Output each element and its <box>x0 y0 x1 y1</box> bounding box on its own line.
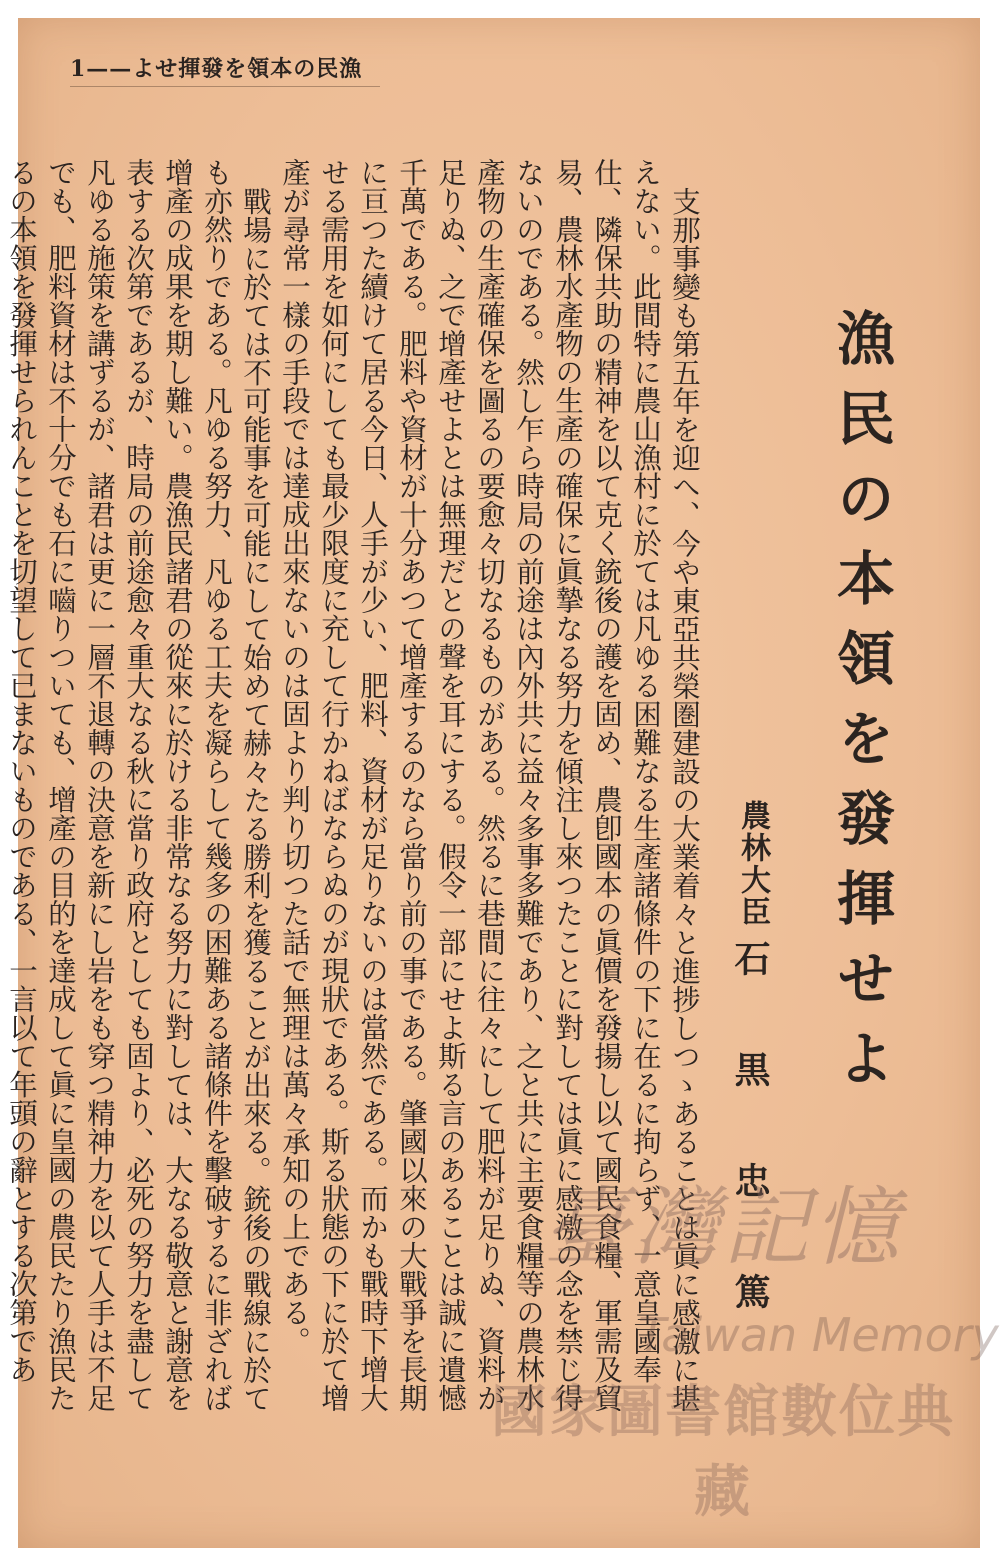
author-role: 農林大臣 <box>735 800 770 928</box>
watermark-english-text: Taiwan Memory <box>638 1308 999 1362</box>
watermark-archive-text: 國家圖書館數位典藏 <box>491 1380 955 1525</box>
watermark-main-text: 臺灣記憶 <box>543 1178 903 1278</box>
article-body <box>5 158 704 1418</box>
body-paragraph-2: 戰場に於ては不可能事を可能にして始めて赫々たる勝利を獲ることが出來る。銃後の戰線に於ても亦然りである。凡ゆる努力、凡ゆる工夫を凝らして幾多の困難ある諸條件を擊破するに非ざれば增產の成果を期し難い。農漁民諸君の從來に於ける非常なる努力に對しては、大なる敬意と謝意を表する次第であるが、時局の前途愈々重大なる秋に當り政府としても固より、必死の努力を盡して凡ゆる施策を講ずるが、諸君は更に一層不退轉の決意を新にし岩をも穿つ精神力を以て人手は不足でも、肥料資材は不十分でも石に嚙りついても、增產の目的を達成して眞に皇國の農民たり漁民たるの本領を發揮せられんことを切望して已まないものである、一言以て年頭の辭とする次第であ <box>5 158 272 1412</box>
article-title: 漁民の本領を發揮せよ <box>827 308 895 1108</box>
running-head: 1——よせ揮發を領本の民漁 <box>70 56 363 82</box>
header-rule <box>70 86 380 87</box>
document-page <box>5 18 999 1548</box>
author-name: 石黒忠篤 <box>729 940 771 1384</box>
body-paragraph-1: 支那事變も第五年を迎へ、今や東亞共榮圏建設の大業着々と進捗しつゝあることは眞に感激に堪えない。此間特に農山漁村に於ては凡ゆる困難なる生產諸條件の下に在るに拘らず、一意皇國奉仕、隣保共助の精神を以て克く銃後の護を固め、農卽國本の眞價を發揚し以て國民食糧、軍需及貿易、農林水產物の生產の確保に眞摯なる努力を傾注し來つたことに對しては眞に感激の念を禁じ得ないのである。然し乍ら時局の前途は內外共に益々多事多難であり、之と共に主要食糧等の農林水產物の生產確保を圖るの要愈々切なるものがある。然るに巷間に往々にして肥料が足りぬ、資料が足りぬ、之で增產せよとは無理だとの聲を耳にする。假令一部にせよ斯る言のあることは誠に遺憾千萬である。肥料や資材が十分あつて增產するのなら當り前の事である。肇國以來の大戰爭を長期に亘つた續けて居る今日、人手が少い、肥料、資材が足りないのは當然である。而かも戰時下增大せる需用を如何にしても最少限度に充して行かねばならぬのが現狀である。斯る狀態の下に於て增產が尋常一樣の手段では達成出來ないのは固より判り切つた話で無理は萬々承知の上である。 <box>278 158 701 1412</box>
